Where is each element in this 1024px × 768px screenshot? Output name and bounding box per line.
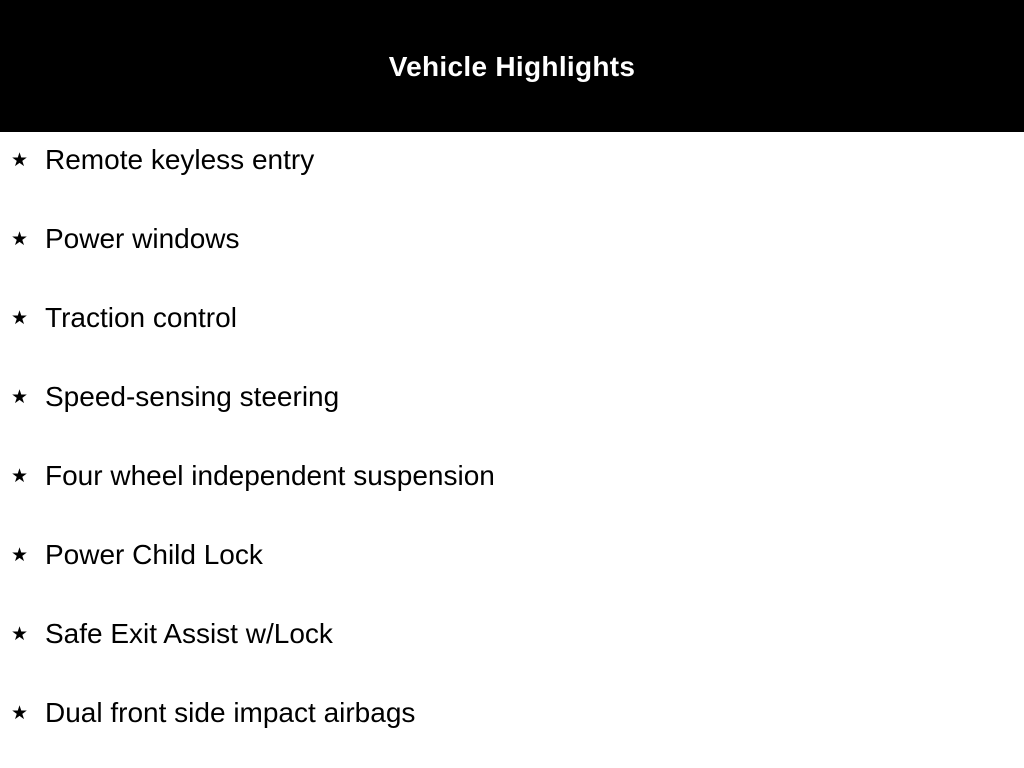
highlight-label: Traction control [45, 302, 237, 333]
list-item [0, 132, 1024, 211]
highlights-list [0, 132, 1024, 764]
highlight-label: Speed-sensing steering [45, 381, 340, 412]
star-icon: ★ [11, 386, 29, 408]
star-icon: ★ [11, 228, 29, 250]
highlight-label: Power Child Lock [45, 539, 263, 570]
header-banner [0, 0, 1024, 132]
star-icon: ★ [11, 544, 29, 566]
list-item [0, 606, 1024, 685]
list-item [0, 290, 1024, 369]
list-item [0, 527, 1024, 606]
star-icon: ★ [11, 149, 29, 171]
star-icon: ★ [11, 307, 29, 329]
highlight-label: Four wheel independent suspension [45, 460, 495, 491]
star-icon: ★ [11, 623, 29, 645]
highlight-label: Remote keyless entry [45, 144, 315, 175]
list-item [0, 369, 1024, 448]
highlight-label: Safe Exit Assist w/Lock [45, 618, 333, 649]
highlight-label: Power windows [45, 223, 240, 254]
list-item [0, 448, 1024, 527]
star-icon: ★ [11, 702, 29, 724]
list-item [0, 685, 1024, 764]
highlight-label: Dual front side impact airbags [45, 697, 416, 728]
list-item [0, 211, 1024, 290]
star-icon: ★ [11, 465, 29, 487]
page-title: Vehicle Highlights [388, 51, 636, 82]
